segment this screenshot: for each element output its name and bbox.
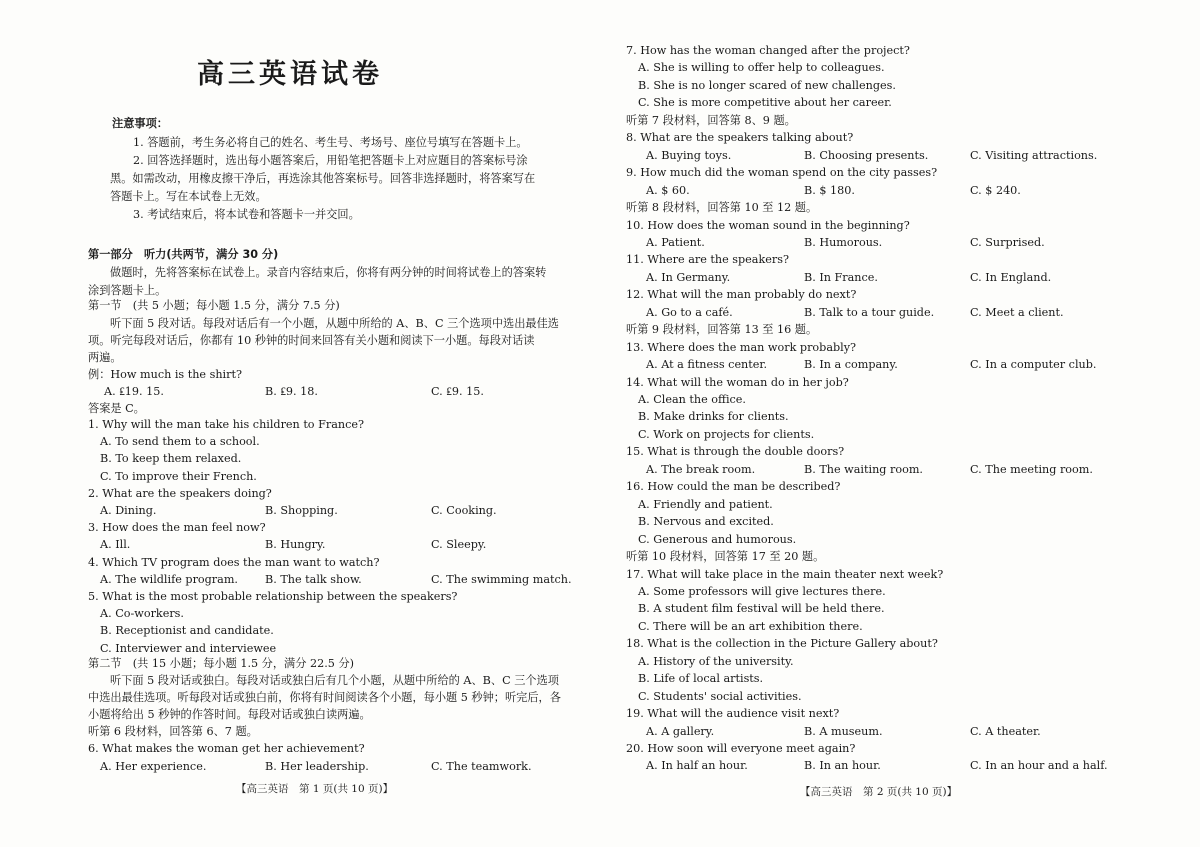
option: A. At a fitness center. bbox=[646, 358, 768, 372]
option: A. To send them to a school. bbox=[100, 435, 260, 449]
question-text: 20. How soon will everyone meet again? bbox=[626, 742, 856, 755]
option: B. In a company. bbox=[804, 358, 898, 372]
section2-intro: 听下面 5 段对话或独白。每段对话或独白后有几个小题，从题中所给的 A、B、C 三个选项 bbox=[110, 674, 559, 687]
question-text: 2. What are the speakers doing? bbox=[88, 486, 272, 500]
question-text: 11. Where are the speakers? bbox=[626, 253, 789, 267]
option: C. A theater. bbox=[970, 724, 1041, 738]
option: A. Friendly and patient. bbox=[638, 497, 773, 511]
example-option: A. ₤19. 15. bbox=[104, 385, 164, 398]
option: B. $ 180. bbox=[804, 183, 855, 197]
option: B. A museum. bbox=[804, 724, 883, 738]
question-text: 1. Why will the man take his children to France? bbox=[88, 418, 364, 431]
option: B. The talk show. bbox=[265, 572, 362, 586]
option: A. A gallery. bbox=[646, 724, 715, 738]
option: A. Ill. bbox=[100, 538, 131, 552]
option: B. Choosing presents. bbox=[804, 148, 929, 162]
material-note: 听第 9 段材料，回答第 13 至 16 题。 bbox=[626, 323, 818, 337]
question-text: 14. What will the woman do in her job? bbox=[626, 375, 849, 389]
option: B. Humorous. bbox=[804, 235, 883, 249]
question-text: 8. What are the speakers talking about? bbox=[626, 131, 854, 145]
option: A. Some professors will give lectures there. bbox=[638, 584, 886, 598]
question-text: 16. How could the man be described? bbox=[626, 480, 841, 494]
question-text: 5. What is the most probable relationship between the speakers? bbox=[88, 590, 458, 603]
option: C. Visiting attractions. bbox=[970, 148, 1098, 162]
option: C. Interviewer and interviewee bbox=[100, 641, 277, 655]
option: C. In England. bbox=[970, 270, 1052, 284]
material-note: 听第 8 段材料，回答第 10 至 12 题。 bbox=[626, 201, 818, 215]
option: C. The swimming match. bbox=[431, 572, 572, 586]
question-text: 12. What will the man probably do next? bbox=[626, 288, 857, 302]
section2-intro: 中选出最佳选项。听每段对话或独白前，你将有时间阅读各个小题，每小题 5 秒钟；听完后，各 bbox=[88, 691, 561, 704]
question-text: 18. What is the collection in the Picture Gallery about? bbox=[626, 637, 938, 651]
question-text: 9. How much did the woman spend on the city passes? bbox=[626, 166, 938, 180]
option: A. Go to a café. bbox=[646, 305, 733, 319]
option: B. In an hour. bbox=[804, 759, 881, 773]
example-question: 例：How much is the shirt? bbox=[88, 368, 242, 381]
option: C. Generous and humorous. bbox=[638, 532, 797, 546]
section1-intro: 两遍。 bbox=[88, 351, 122, 364]
question-text: 6. What makes the woman get her achievement? bbox=[88, 742, 365, 755]
notes-line: 1. 答题前，考生务必将自己的姓名、考生号、考场号、座位号填写在答题卡上。 bbox=[133, 136, 528, 149]
option: B. Nervous and excited. bbox=[638, 515, 774, 529]
notes-line: 3. 考试结束后，将本试卷和答题卡一并交回。 bbox=[133, 208, 360, 221]
option: B. She is no longer scared of new challenges. bbox=[638, 78, 896, 92]
section1-intro: 听下面 5 段对话。每段对话后有一个小题，从题中所给的 A、B、C 三个选项中选出最佳选 bbox=[110, 317, 559, 330]
question-text: 17. What will take place in the main theater next week? bbox=[626, 567, 944, 581]
option: B. Her leadership. bbox=[265, 760, 369, 773]
option: C. $ 240. bbox=[970, 183, 1021, 197]
material-note: 听第 10 段材料，回答第 17 至 20 题。 bbox=[626, 550, 825, 564]
option: C. Work on projects for clients. bbox=[638, 427, 815, 441]
section2-heading: 第二节 (共 15 小题；每小题 1.5 分，满分 22.5 分) bbox=[88, 657, 355, 670]
question-text: 13. Where does the man work probably? bbox=[626, 340, 857, 354]
section2-intro: 小题将给出 5 秒钟的作答时间。每段对话或独白读两遍。 bbox=[88, 708, 371, 721]
section1-intro: 项。听完每段对话后，你都有 10 秒钟的时间来回答有关小题和阅读下一小题。每段对话读 bbox=[88, 334, 535, 347]
page-footer-left: 【高三英语 第 1 页(共 10 页)】 bbox=[236, 783, 394, 795]
option: B. The waiting room. bbox=[804, 462, 923, 476]
option: C. Sleepy. bbox=[431, 538, 487, 552]
question-text: 7. How has the woman changed after the project? bbox=[626, 44, 910, 57]
option: A. The break room. bbox=[646, 462, 756, 476]
option: B. In France. bbox=[804, 270, 878, 284]
option: A. History of the university. bbox=[638, 654, 794, 668]
option: C. Cooking. bbox=[431, 504, 497, 517]
section1-heading: 第一节 (共 5 小题；每小题 1.5 分，满分 7.5 分) bbox=[88, 299, 340, 312]
option: A. She is willing to offer help to colleagues. bbox=[638, 61, 885, 75]
option: A. Patient. bbox=[646, 235, 705, 249]
option: C. To improve their French. bbox=[100, 469, 257, 483]
option: C. Students' social activities. bbox=[638, 689, 802, 703]
option: B. To keep them relaxed. bbox=[100, 452, 242, 466]
option: B. Hungry. bbox=[265, 538, 326, 552]
option: C. There will be an art exhibition there. bbox=[638, 619, 863, 633]
example-option: C. ₤9. 15. bbox=[431, 385, 484, 398]
material-note: 听第 6 段材料，回答第 6、7 题。 bbox=[88, 725, 258, 738]
part1-intro: 涂到答题卡上。 bbox=[88, 284, 167, 297]
option: B. Make drinks for clients. bbox=[638, 410, 789, 424]
option: C. She is more competitive about her career. bbox=[638, 96, 892, 110]
option: A. Co-workers. bbox=[100, 607, 184, 621]
option: C. In an hour and a half. bbox=[970, 759, 1108, 773]
part1-heading: 第一部分 听力(共两节，满分 30 分) bbox=[88, 248, 279, 261]
option: B. Shopping. bbox=[265, 504, 338, 517]
example-answer: 答案是 C。 bbox=[88, 402, 145, 415]
page-title: 高三英语试卷 bbox=[197, 59, 383, 90]
page-footer-right: 【高三英语 第 2 页(共 10 页)】 bbox=[800, 786, 958, 798]
option: C. The meeting room. bbox=[970, 462, 1093, 476]
notes-heading: 注意事项： bbox=[112, 117, 168, 130]
example-option: B. ₤9. 18. bbox=[265, 385, 318, 398]
option: C. In a computer club. bbox=[970, 358, 1097, 372]
question-text: 4. Which TV program does the man want to watch? bbox=[88, 555, 380, 569]
option: B. Receptionist and candidate. bbox=[100, 624, 274, 638]
notes-line: 答题卡上。写在本试卷上无效。 bbox=[110, 190, 267, 203]
option: A. $ 60. bbox=[646, 183, 690, 197]
notes-line: 2. 回答选择题时，选出每小题答案后，用铅笔把答题卡上对应题目的答案标号涂 bbox=[133, 154, 528, 167]
part1-intro: 做题时，先将答案标在试卷上。录音内容结束后，你将有两分钟的时间将试卷上的答案转 bbox=[110, 266, 547, 279]
notes-line: 黑。如需改动，用橡皮擦干净后，再选涂其他答案标号。回答非选择题时，将答案写在 bbox=[110, 172, 536, 185]
option: A. Her experience. bbox=[100, 760, 207, 773]
option: C. Surprised. bbox=[970, 235, 1045, 249]
option: A. In Germany. bbox=[646, 270, 731, 284]
question-text: 15. What is through the double doors? bbox=[626, 445, 845, 459]
question-text: 10. How does the woman sound in the beginning? bbox=[626, 218, 910, 232]
question-text: 19. What will the audience visit next? bbox=[626, 707, 840, 721]
option: B. A student film festival will be held there. bbox=[638, 602, 885, 616]
option: B. Life of local artists. bbox=[638, 672, 764, 686]
option: A. Clean the office. bbox=[638, 393, 746, 406]
option: C. The teamwork. bbox=[431, 760, 532, 773]
question-text: 3. How does the man feel now? bbox=[88, 521, 266, 535]
option: A. Buying toys. bbox=[646, 148, 732, 162]
option: A. Dining. bbox=[100, 504, 157, 517]
option: A. The wildlife program. bbox=[100, 572, 238, 586]
material-note: 听第 7 段材料，回答第 8、9 题。 bbox=[626, 113, 796, 127]
option: A. In half an hour. bbox=[646, 759, 748, 773]
option: B. Talk to a tour guide. bbox=[804, 305, 935, 319]
option: C. Meet a client. bbox=[970, 305, 1064, 319]
